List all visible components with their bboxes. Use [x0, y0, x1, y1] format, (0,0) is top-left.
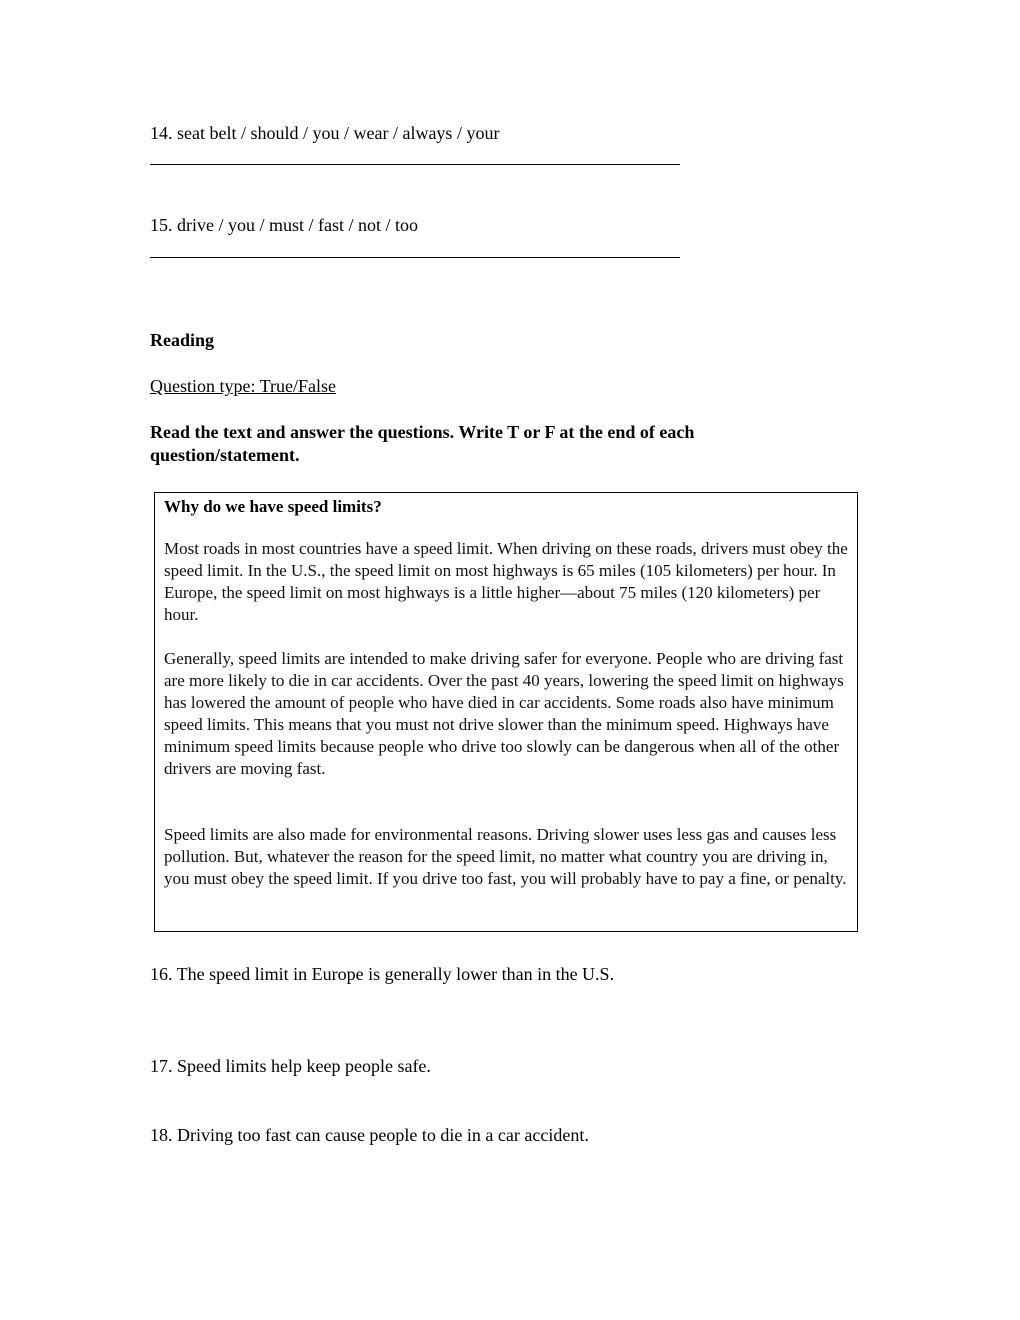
exercise-number: 15. — [150, 215, 173, 235]
answer-line-14[interactable] — [150, 164, 680, 165]
exercise-prompt: drive / you / must / fast / not / too — [177, 215, 418, 235]
question-18: 18. Driving too fast can cause people to die in a car accident. — [150, 1125, 589, 1145]
passage-paragraph-1: Most roads in most countries have a speed limit. When driving on these roads, drivers must obey the speed limit. In the U.S., the speed limit on most highways is 65 miles (105 kilometers) per hour. In Europe, the speed limit on most highways is a little higher—about 75 miles (120 kilometers) per hour. — [164, 539, 848, 624]
question-17: 17. Speed limits help keep people safe. — [150, 1056, 431, 1076]
exercise-15 — [150, 214, 418, 236]
exercise-prompt: seat belt / should / you / wear / always / your — [177, 123, 500, 143]
instructions: Read the text and answer the questions. Write T or F at the end of each question/statement. — [150, 422, 695, 465]
exercise-14 — [150, 122, 499, 144]
exercise-number: 14. — [150, 123, 173, 143]
passage-paragraph-3: Speed limits are also made for environmental reasons. Driving slower uses less gas and causes less pollution. But, whatever the reason for the speed limit, no matter what country you are driving in, you must obey the speed limit. If you drive too fast, you will probably have to pay a fine, or penalty. — [164, 825, 847, 888]
question-16: 16. The speed limit in Europe is generally lower than in the U.S. — [150, 964, 615, 984]
passage-paragraph-2: Generally, speed limits are intended to make driving safer for everyone. People who are driving fast are more likely to die in car accidents. Over the past 40 years, lowering the speed limit on highways has lowered the amount of people who have died in car accidents. Some roads also have minimum speed limits. This means that you must not drive slower than the minimum speed. Highways have minimum speed limits because people who drive too slowly can be dangerous when all of the other drivers are moving fast. — [164, 649, 844, 778]
answer-line-15[interactable] — [150, 257, 680, 258]
passage-title: Why do we have speed limits? — [164, 497, 382, 516]
section-heading: Reading — [150, 330, 215, 350]
question-type: Question type: True/False — [150, 376, 337, 396]
reading-passage-box — [154, 492, 858, 932]
